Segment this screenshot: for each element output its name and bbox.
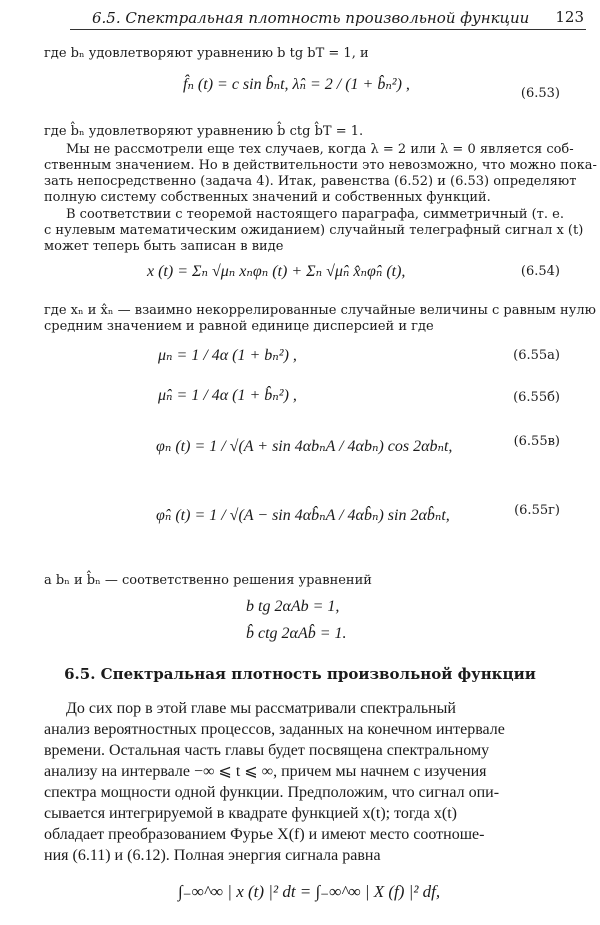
page-header [70, 7, 586, 30]
running-title: 6.5. Спектральная плотность произвольной функции [92, 9, 530, 27]
paragraph-line: сывается интегрируемой в квадрате функцией x(t); тогда x(t) [44, 805, 457, 822]
equation-text: x (t) = Σₙ √μₙ xₙφₙ (t) + Σₙ √μ̂ₙ x̂ₙφ̂ₙ (t), [147, 263, 406, 280]
text-line: а bₙ и b̂ₙ — соответственно решения уравнений [44, 573, 372, 588]
section-title: 6.5. Спектральная плотность произвольной функции [64, 665, 536, 683]
equation-6-55a [158, 345, 297, 365]
equation-6-55b [158, 385, 297, 405]
equation-number: (6.55а) [513, 348, 560, 363]
text-line: где bₙ удовлетворяют уравнению b tg bT = 1, и [44, 46, 369, 61]
page-number: 123 [555, 8, 584, 26]
equation-b-tg [246, 598, 339, 616]
paragraph-line: с нулевым математическим ожиданием) случайный телеграфный сигнал x (t) [44, 223, 584, 238]
paragraph-line: зать непосредственно (задача 4). Итак, равенства (6.52) и (6.53) определяют [44, 174, 577, 189]
paragraph-line: может теперь быть записан в виде [44, 239, 284, 254]
equation-number: (6.53) [520, 86, 560, 101]
equation-number: (6.55б) [513, 390, 560, 405]
paragraph-line: ния (6.11) и (6.12). Полная энергия сигнала равна [44, 847, 381, 864]
equation-text: f̂ₙ (t) = c sin b̂ₙt, λ̂ₙ = 2 / (1 + b̂ₙ²) , [183, 76, 410, 93]
equation-energy [178, 882, 440, 902]
paragraph-line: В соответствии с теоремой настоящего параграфа, симметричный (т. е. [66, 207, 564, 222]
equation-number: (6.55г) [514, 503, 560, 518]
equation-6-53 [183, 74, 410, 94]
equation-6-55v [156, 436, 452, 456]
paragraph-line: ственным значением. Но в действительности это невозможно, что можно пока- [44, 158, 597, 173]
text-line: средним значением и равной единице дисперсией и где [44, 319, 434, 334]
equation-6-55g [156, 505, 450, 525]
equation-text: μ̂ₙ = 1 / 4α (1 + b̂ₙ²) , [158, 387, 297, 404]
text-line: где xₙ и x̂ₙ — взаимно некоррелированные случайные величины с равным нулю [44, 303, 596, 318]
paragraph-line: полную систему собственных значений и собственных функций. [44, 190, 491, 205]
equation-text: b tg 2αAb = 1, [246, 598, 340, 615]
paragraph-line: времени. Остальная часть главы будет посвящена спектральному [44, 742, 490, 759]
equation-text: μₙ = 1 / 4α (1 + bₙ²) , [158, 347, 297, 364]
paragraph-line: анализу на интервале −∞ ⩽ t ⩽ ∞, причем мы начнем с изучения [44, 763, 487, 780]
equation-text: φ̂ₙ (t) = 1 / √(A − sin 4αb̂ₙA / 4αb̂ₙ) sin 2αb̂ₙt, [156, 507, 450, 524]
text-line: где b̂ₙ удовлетворяют уравнению b̂ ctg b̂T = 1. [44, 124, 364, 139]
equation-number: (6.55в) [513, 434, 560, 449]
equation-text: b̂ ctg 2αAb̂ = 1. [246, 625, 347, 642]
paragraph-line: анализ вероятностных процессов, заданных на конечном интервале [44, 721, 505, 738]
paragraph-line: спектра мощности одной функции. Предположим, что сигнал опи- [44, 784, 500, 801]
paragraph-line: До сих пор в этой главе мы рассматривали спектральный [66, 700, 456, 717]
equation-6-54 [147, 261, 405, 281]
equation-text: ∫₋∞^∞ | x (t) |² dt = ∫₋∞^∞ | X (f) |² df, [178, 882, 441, 901]
equation-b-ctg [246, 625, 347, 643]
equation-number: (6.54) [520, 264, 560, 279]
paragraph-line: Мы не рассмотрели еще тех случаев, когда λ = 2 или λ = 0 является соб- [66, 142, 574, 157]
paragraph-line: обладает преобразованием Фурье X(f) и имеют место соотноше- [44, 826, 485, 843]
equation-text: φₙ (t) = 1 / √(A + sin 4αbₙA / 4αbₙ) cos 2αbₙt, [156, 438, 453, 455]
